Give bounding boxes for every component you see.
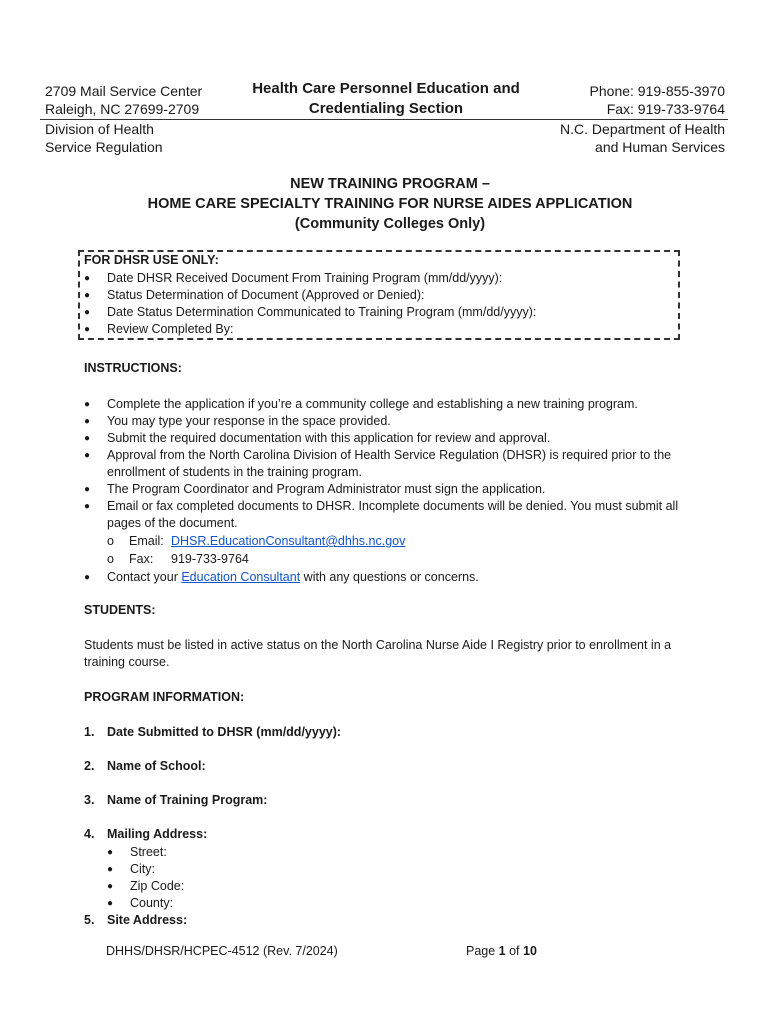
contact-info (590, 82, 725, 118)
bullet-icon: ● (84, 416, 91, 427)
county-field[interactable]: County: (130, 896, 174, 910)
list-item (84, 287, 536, 304)
email-row (84, 533, 694, 550)
dhsr-use-list (84, 270, 536, 338)
list-item (107, 861, 184, 878)
date-submitted-field[interactable]: Date Submitted to DHSR (mm/dd/yyyy): (107, 725, 342, 739)
mailing-address (45, 82, 202, 118)
list-item: ● Submit the required documentation with this application for review and approval. (84, 431, 551, 445)
question-site-address: 5. Site Address: (84, 913, 188, 927)
list-item: ● Complete the application if you’re a community college and establishing a new training program. (84, 397, 638, 411)
title-line-3: (Community Colleges Only) (294, 216, 486, 232)
program-info-heading: PROGRAM INFORMATION: (84, 690, 245, 704)
bullet-icon: ● (84, 273, 91, 284)
fax-label: Fax: (129, 552, 154, 566)
dhsr-item-status[interactable]: Status Determination of Document (Approved or Denied): (107, 288, 425, 302)
list-item-continuation: enrollment of students in the training program. (107, 465, 362, 479)
question-mailing-address: 4. Mailing Address: (84, 827, 208, 841)
school-name-field[interactable]: Name of School: (107, 759, 206, 773)
title-line-1: NEW TRAINING PROGRAM – (290, 176, 490, 192)
department-line-1: N.C. Department of Health (560, 121, 725, 137)
dhsr-item-reviewer[interactable]: Review Completed By: (107, 322, 234, 336)
page-number: Page 1 of 10 (466, 944, 537, 958)
list-item (84, 321, 536, 338)
header-divider (40, 119, 728, 120)
bullet-icon: ● (84, 399, 91, 410)
question-program-name: 3. Name of Training Program: (84, 793, 268, 807)
bullet-icon: ● (107, 898, 114, 909)
department-line-2: and Human Services (595, 139, 725, 155)
address-line-1: 2709 Mail Service Center (45, 83, 203, 99)
mailing-address-label: Mailing Address: (107, 827, 208, 841)
division-line-1: Division of Health (45, 121, 154, 137)
mailing-address-list (107, 844, 184, 912)
list-item: ● You may type your response in the space provided. (84, 414, 391, 428)
fax-row (84, 551, 694, 568)
sub-bullet-icon: o (107, 552, 114, 566)
bullet-icon: ● (84, 450, 91, 461)
section-title (240, 79, 532, 119)
list-item (107, 895, 184, 912)
bullet-icon: ● (84, 324, 91, 335)
question-school-name: 2. Name of School: (84, 759, 206, 773)
list-item (107, 878, 184, 895)
list-item: ● The Program Coordinator and Program Administrator must sign the application. (84, 482, 546, 496)
fax-number: Fax: 919-733-9764 (606, 101, 725, 117)
phone-number: Phone: 919-855-3970 (589, 83, 725, 99)
city-field[interactable]: City: (130, 862, 155, 876)
dhsr-item-received-date[interactable]: Date DHSR Received Document From Training Program (mm/dd/yyyy): (107, 271, 503, 285)
list-item (107, 844, 184, 861)
site-address-field[interactable]: Site Address: (107, 913, 188, 927)
sub-bullet-icon: o (107, 534, 114, 548)
email-link[interactable]: DHSR.EducationConsultant@dhhs.nc.gov (171, 534, 406, 548)
bullet-icon: ● (84, 484, 91, 495)
section-title-line-2: Credentialing Section (308, 100, 464, 117)
bullet-icon: ● (84, 290, 91, 301)
bullet-icon: ● (107, 864, 114, 875)
bullet-icon: ● (107, 881, 114, 892)
instructions-heading: INSTRUCTIONS: (84, 361, 182, 375)
list-item: ● Email or fax completed documents to DHSR. Incomplete documents will be denied. You must submit all (84, 499, 679, 513)
list-item: ● Approval from the North Carolina Division of Health Service Regulation (DHSR) is required prior to the (84, 448, 672, 462)
document-title (90, 174, 690, 234)
bullet-icon: ● (84, 572, 91, 583)
dhsr-item-communicated-date[interactable]: Date Status Determination Communicated to Training Program (mm/dd/yyyy): (107, 305, 537, 319)
students-text: Students must be listed in active status on the North Carolina Nurse Aide I Registry prior to enrollment in a training course. (84, 638, 672, 669)
department-name (560, 120, 725, 156)
bullet-icon: ● (84, 433, 91, 444)
list-item (84, 270, 536, 287)
division-name (45, 120, 163, 156)
list-item (84, 569, 694, 586)
section-title-line-1: Health Care Personnel Education and (252, 80, 520, 97)
form-id: DHHS/DHSR/HCPEC-4512 (Rev. 7/2024) (106, 944, 338, 958)
list-item-continuation: pages of the document. (107, 516, 238, 530)
street-field[interactable]: Street: (130, 845, 167, 859)
students-heading: STUDENTS: (84, 603, 156, 617)
bullet-icon: ● (84, 501, 91, 512)
email-label: Email: (129, 534, 164, 548)
division-line-2: Service Regulation (45, 139, 163, 155)
contact-prefix: Contact your (107, 570, 182, 584)
zip-code-field[interactable]: Zip Code: (130, 879, 185, 893)
bullet-icon: ● (107, 847, 114, 858)
title-line-2: HOME CARE SPECIALTY TRAINING FOR NURSE AIDES APPLICATION (147, 196, 633, 212)
dhsr-use-heading: FOR DHSR USE ONLY: (84, 253, 219, 267)
education-consultant-link[interactable]: Education Consultant (181, 570, 301, 584)
bullet-icon: ● (84, 307, 91, 318)
list-item (84, 304, 536, 321)
contact-suffix: with any questions or concerns. (300, 570, 479, 584)
fax-value: 919-733-9764 (171, 552, 249, 566)
address-line-2: Raleigh, NC 27699-2709 (45, 101, 200, 117)
program-name-field[interactable]: Name of Training Program: (107, 793, 268, 807)
question-date-submitted: 1. Date Submitted to DHSR (mm/dd/yyyy): (84, 725, 342, 739)
instructions-list (84, 396, 694, 586)
